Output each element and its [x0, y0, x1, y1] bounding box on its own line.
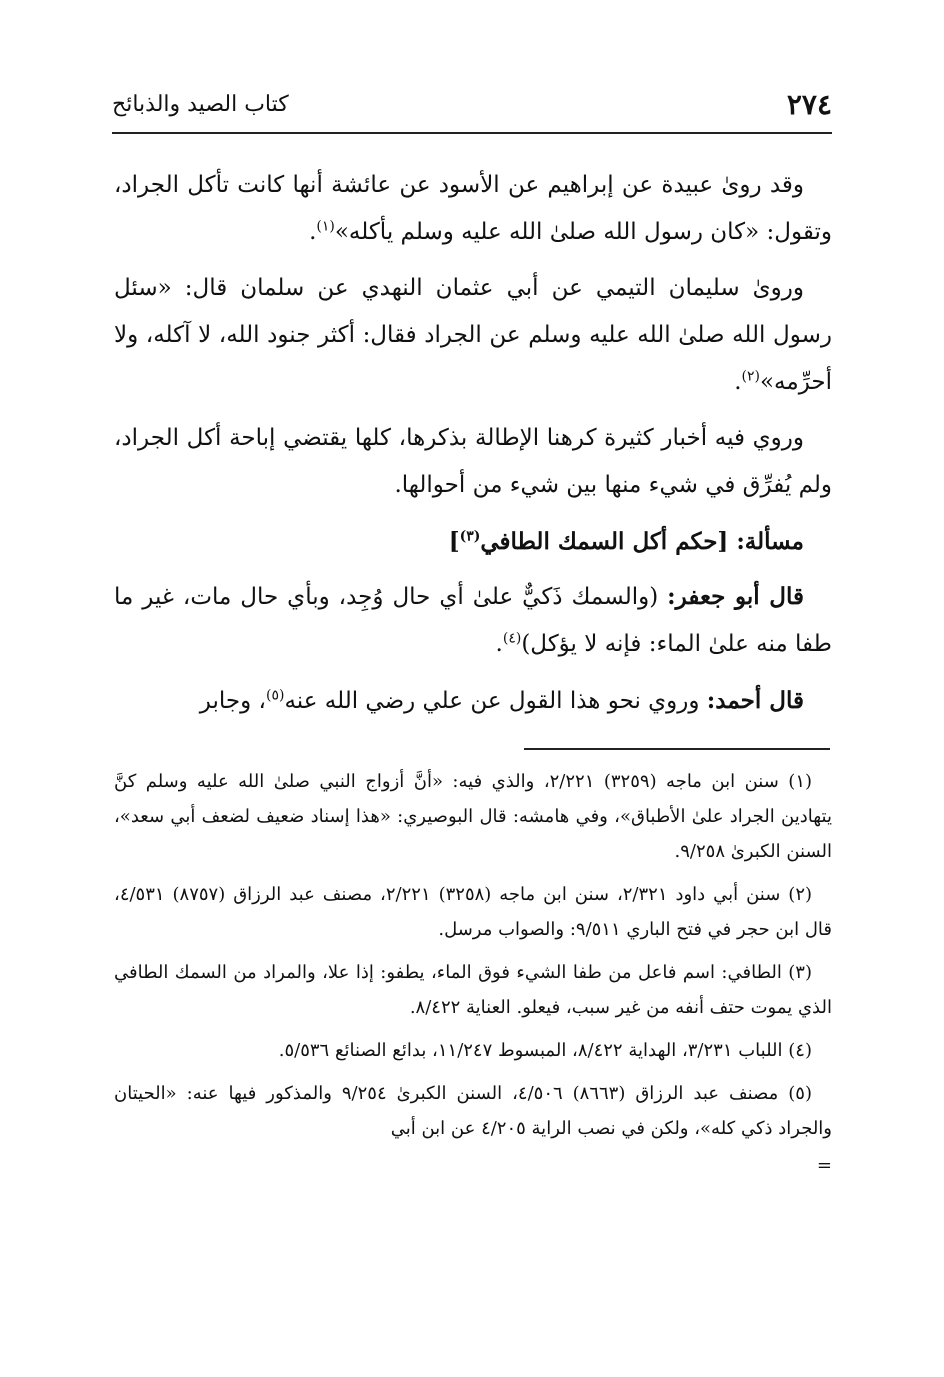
heading-end: ]	[448, 528, 460, 555]
paragraph-2	[114, 265, 832, 406]
page-header	[112, 88, 832, 134]
footnote-ref: (٥)	[265, 687, 285, 704]
paragraph-1	[114, 162, 832, 256]
running-title: كتاب الصيد والذبائح	[112, 92, 289, 117]
paragraph-5	[114, 677, 832, 725]
paragraph-end: ، وجابر	[199, 688, 266, 714]
footnote-5: (٥) مصنف عبد الرزاق (٨٦٦٣) ٤/٥٠٦، السنن الكبرىٰ ٩/٢٥٤ والمذكور فيها عنه: «الحيتان والجراد ذكي كله»، ولكن في نصب الراية ٤/٢٠٥ عن ابن أبي	[114, 1083, 832, 1139]
paragraph-text: وروي فيه أخبار كثيرة كرهنا الإطالة بذكرها، كلها يقتضي إباحة أكل الجراد، ولم يُفرِّق في شيء منها بين شيء من أحوالها.	[114, 425, 832, 498]
footnote-4: (٤) اللباب ٣/٢٣١، الهداية ٨/٤٢٢، المبسوط ١١/٢٤٧، بدائع الصنائع ٥/٥٣٦.	[278, 1040, 812, 1061]
speaker-label: قال أحمد:	[706, 687, 804, 714]
footnote-1: (١) سنن ابن ماجه (٣٢٥٩) ٢/٢٢١، والذي فيه: «أنَّ أزواج النبي صلىٰ الله عليه وسلم كنَّ يتهادين الجراد علىٰ الأطباق»، وفي هامشه: قال البوصيري: «هذا إسناد ضعيف لضعف أبي سعد»، السنن الكبرىٰ ٩/٢٥٨.	[114, 771, 832, 862]
paragraph-text: ورویٰ سليمان التيمي عن أبي عثمان النهدي عن سلمان قال: «سئل رسول الله صلىٰ الله عليه وسلم عن الجراد فقال: أكثر جنود الله، لا آكله، ولا أحرِّمه»	[114, 275, 832, 395]
paragraph-text: وروي نحو هذا القول عن علي رضي الله عنه	[284, 688, 707, 714]
footnote-ref: (١)	[316, 218, 335, 235]
page-number: ٢٧٤	[786, 88, 832, 121]
footnote-3: (٣) الطافي: اسم فاعل من طفا الشيء فوق الماء، يطفو: إذا علا، والمراد من السمك الطافي الذي يموت حتف أنفه من غير سبب، فيعلو. العناية ٨/٤٢٢.	[114, 962, 832, 1018]
continuation-mark: =	[816, 1155, 832, 1176]
paragraph-text: وقد رویٰ عبيدة عن إبراهيم عن الأسود عن عائشة أنها كانت تأكل الجراد، وتقول: «كان رسول الله صلىٰ الله عليه وسلم يأكله»	[114, 172, 832, 245]
paragraph-4	[114, 573, 832, 668]
footnote-ref: (٤)	[502, 630, 522, 647]
section-heading	[114, 518, 832, 565]
paragraph-end: .	[734, 369, 742, 395]
footnote-ref: (٢)	[741, 368, 760, 385]
paragraph-text: (والسمك ذَكيٌّ علىٰ أي حال وُجِد، وبأي حال مات، غير ما طفا منه علىٰ الماء: فإنه لا يؤكل)	[114, 584, 832, 657]
footnote-ref: (٣)	[459, 528, 481, 545]
heading-text: مسألة: [حكم أكل السمك الطافي	[480, 528, 804, 555]
paragraph-3	[114, 415, 832, 509]
main-text	[114, 162, 832, 734]
footnote-separator	[524, 748, 830, 750]
paragraph-end: .	[309, 219, 317, 245]
paragraph-end: .	[495, 631, 503, 657]
footnote-2: (٢) سنن أبي داود ٢/٣٢١، سنن ابن ماجه (٣٢٥٨) ٢/٢٢١، مصنف عبد الرزاق (٨٧٥٧) ٤/٥٣١، قال ابن حجر في فتح الباري ٩/٥١١: والصواب مرسل.	[114, 884, 832, 940]
footnotes	[114, 764, 832, 1178]
speaker-label: قال أبو جعفر:	[667, 583, 804, 610]
